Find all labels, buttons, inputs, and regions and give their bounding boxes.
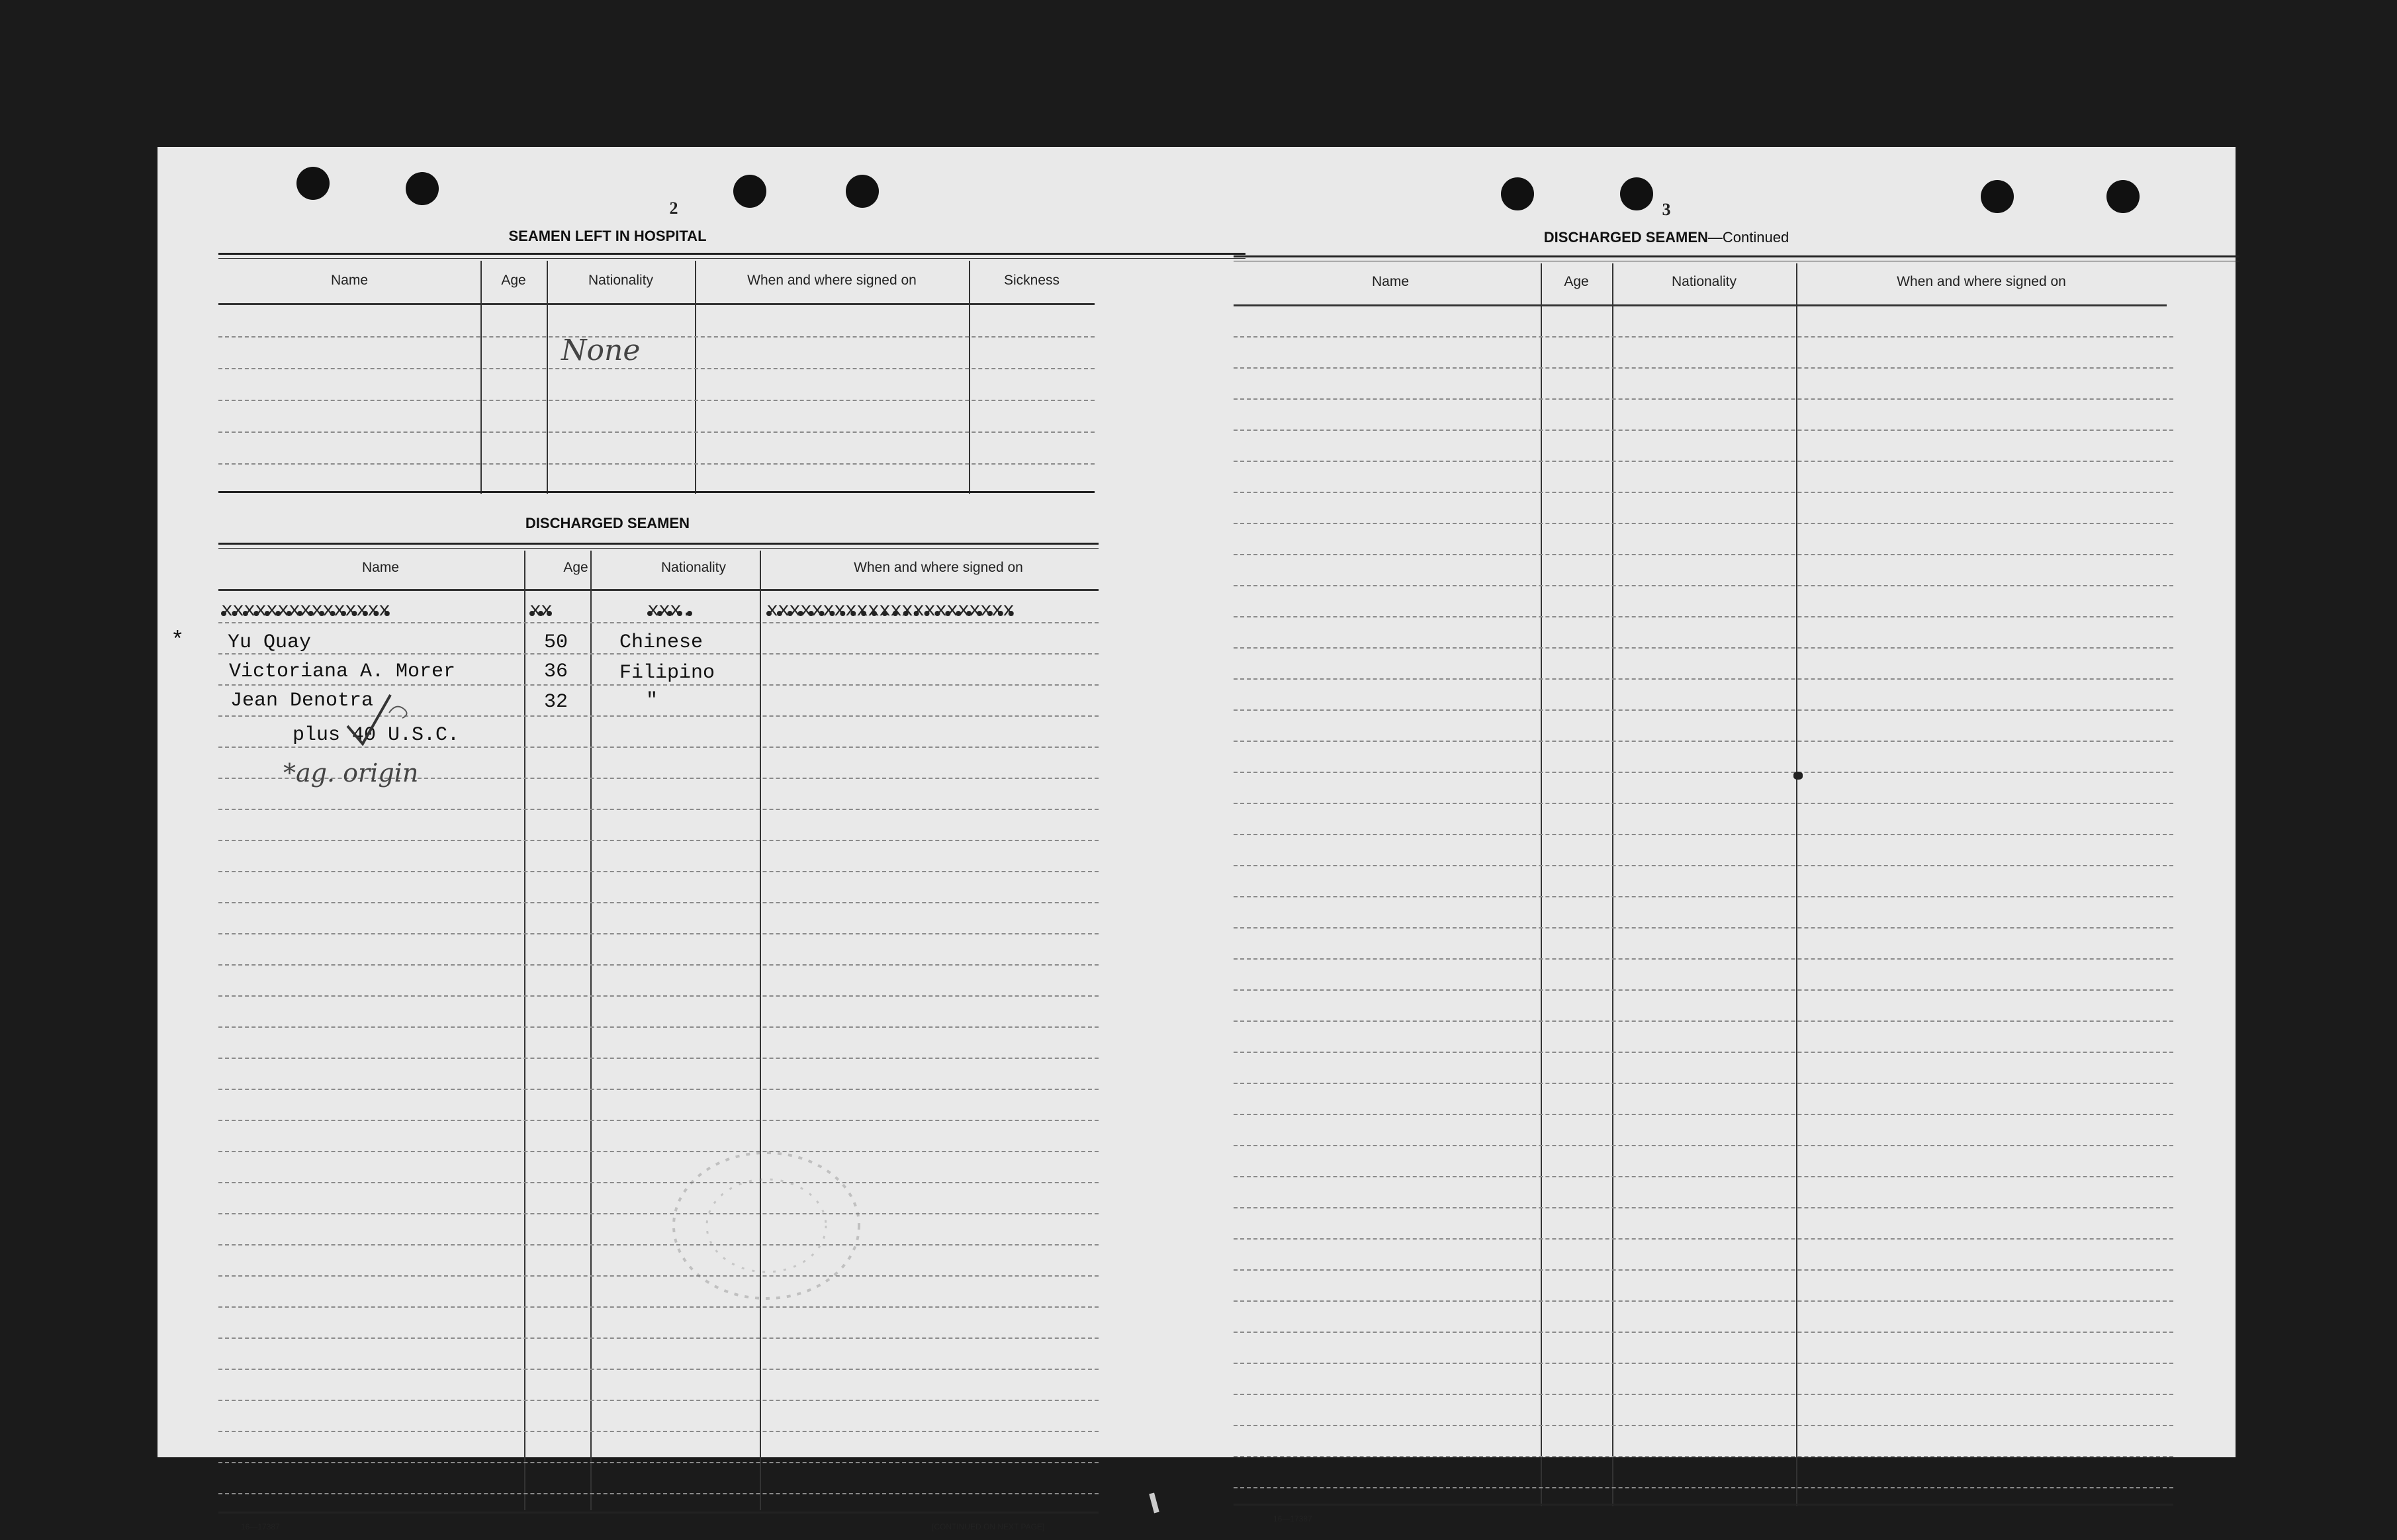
row-line bbox=[218, 1058, 1099, 1059]
row-line bbox=[1234, 336, 2173, 338]
row-line bbox=[1234, 1332, 2173, 1333]
header-rule bbox=[218, 589, 1099, 591]
row-line bbox=[218, 933, 1099, 934]
margin-mark bbox=[1149, 1492, 1159, 1513]
col-header-nationality: Nationality bbox=[660, 560, 727, 575]
row-line bbox=[218, 400, 1095, 401]
row-line bbox=[1234, 367, 2173, 369]
row-marker: * bbox=[171, 629, 185, 654]
struck-out-signed-on: xxxxxxxxxxxxxxxxxxxxxx bbox=[766, 600, 1015, 622]
row-line bbox=[1234, 803, 2173, 804]
col-header-age: Age bbox=[1564, 274, 1589, 289]
col-header-signed-on: When and where signed on bbox=[1897, 274, 2066, 289]
row-line bbox=[218, 871, 1099, 872]
row-line bbox=[218, 1089, 1099, 1090]
title-suffix: —Continued bbox=[1707, 229, 1789, 246]
row-line bbox=[218, 1151, 1099, 1152]
row-line bbox=[218, 1431, 1099, 1432]
row-line bbox=[218, 1493, 1099, 1494]
row-line bbox=[218, 1275, 1099, 1277]
row-line bbox=[1234, 430, 2173, 431]
row-line bbox=[1234, 1052, 2173, 1053]
col-header-age: Age bbox=[501, 273, 526, 288]
row-line bbox=[1234, 927, 2173, 929]
section-bottom-rule bbox=[218, 491, 1095, 493]
seaman-name: Victoriana A. Morer bbox=[229, 660, 456, 683]
seaman-nationality: Chinese bbox=[619, 631, 703, 654]
row-line bbox=[218, 1337, 1099, 1339]
seaman-nationality: Filipino bbox=[619, 662, 715, 684]
column-divider bbox=[1796, 263, 1797, 1506]
check-mark-icon bbox=[344, 690, 424, 749]
seaman-nationality: " bbox=[646, 690, 658, 712]
row-line bbox=[218, 368, 1095, 369]
table-bottom-rule bbox=[1234, 1504, 2173, 1506]
row-line bbox=[1234, 709, 2173, 711]
col-header-signed-on: When and where signed on bbox=[854, 560, 1023, 575]
seaman-name: Yu Quay bbox=[228, 631, 312, 654]
col-header-age: Age bbox=[563, 560, 588, 575]
row-line bbox=[218, 336, 1095, 338]
row-line bbox=[1234, 1114, 2173, 1115]
title-main: DISCHARGED SEAMEN bbox=[1543, 229, 1708, 246]
row-line bbox=[1234, 989, 2173, 991]
row-line bbox=[1234, 554, 2173, 555]
form-number: 16—17387 bbox=[241, 1522, 280, 1531]
row-line bbox=[218, 1026, 1099, 1028]
row-line bbox=[218, 1369, 1099, 1370]
ink-dot bbox=[1793, 772, 1803, 780]
row-line bbox=[1234, 1176, 2173, 1177]
row-line bbox=[1234, 492, 2173, 493]
column-divider bbox=[480, 261, 482, 494]
col-header-sickness: Sickness bbox=[1003, 273, 1060, 288]
row-line bbox=[218, 431, 1095, 433]
row-line bbox=[218, 1213, 1099, 1214]
row-line bbox=[218, 995, 1099, 997]
left-page bbox=[158, 147, 1190, 1531]
row-line bbox=[218, 1462, 1099, 1463]
row-line bbox=[1234, 1207, 2173, 1208]
col-header-nationality: Nationality bbox=[1671, 274, 1737, 289]
handwritten-none: None bbox=[561, 334, 641, 367]
page-number: 3 bbox=[1662, 200, 1671, 219]
row-line bbox=[1234, 741, 2173, 742]
col-header-name: Name bbox=[1371, 274, 1410, 289]
col-header-name: Name bbox=[330, 273, 369, 288]
seaman-age: 32 bbox=[544, 691, 568, 713]
row-line bbox=[218, 902, 1099, 903]
column-divider bbox=[969, 261, 970, 494]
page-number: 2 bbox=[669, 199, 678, 218]
continued-note: [CONTINUED ON NEXT PAGE] bbox=[932, 1522, 1045, 1531]
row-line bbox=[218, 1182, 1099, 1183]
column-divider bbox=[547, 261, 548, 494]
row-line bbox=[1234, 1269, 2173, 1271]
row-line bbox=[1234, 865, 2173, 866]
row-line bbox=[218, 463, 1095, 465]
column-divider bbox=[590, 551, 592, 1510]
row-line bbox=[1234, 1425, 2173, 1426]
row-line bbox=[218, 809, 1099, 810]
discharged-continued-title bbox=[1435, 229, 1898, 246]
hospital-section-title: SEAMEN LEFT IN HOSPITAL bbox=[508, 228, 707, 244]
column-divider bbox=[524, 551, 525, 1510]
row-line bbox=[218, 684, 1099, 686]
discharged-section-title: DISCHARGED SEAMEN bbox=[525, 515, 690, 531]
row-line bbox=[1234, 585, 2173, 586]
table-bottom-rule bbox=[218, 1512, 1099, 1514]
row-line bbox=[1234, 1083, 2173, 1084]
header-rule bbox=[218, 303, 1095, 305]
row-line bbox=[218, 1120, 1099, 1121]
row-line bbox=[218, 1400, 1099, 1401]
row-line bbox=[218, 622, 1099, 623]
row-line bbox=[218, 964, 1099, 966]
document-sheet bbox=[158, 147, 2236, 1531]
row-line bbox=[1234, 1145, 2173, 1146]
row-line bbox=[1234, 772, 2173, 773]
form-number: 16—17387 bbox=[1273, 1514, 1312, 1523]
row-line bbox=[1234, 523, 2173, 524]
struck-out-nationality: xxx. bbox=[647, 600, 693, 622]
row-line bbox=[1234, 1363, 2173, 1364]
section-rule bbox=[218, 253, 1245, 255]
row-line bbox=[1234, 678, 2173, 680]
row-line bbox=[1234, 896, 2173, 897]
col-header-nationality: Nationality bbox=[588, 273, 654, 288]
section-rule bbox=[218, 543, 1099, 545]
column-divider bbox=[1612, 263, 1613, 1506]
row-line bbox=[1234, 1238, 2173, 1240]
row-line bbox=[1234, 616, 2173, 617]
seaman-name: Jean Denotra bbox=[230, 690, 374, 712]
handwritten-note: *ag. origin bbox=[283, 758, 419, 788]
header-rule bbox=[1234, 304, 2167, 306]
row-line bbox=[218, 1244, 1099, 1246]
row-line bbox=[1234, 1394, 2173, 1395]
row-line bbox=[1234, 461, 2173, 462]
column-divider bbox=[695, 261, 696, 494]
struck-out-name: xxxxxxxxxxxxxxx bbox=[221, 600, 390, 622]
row-line bbox=[1234, 1020, 2173, 1022]
row-line bbox=[1234, 1300, 2173, 1302]
extra-crew-line: plus 40 U.S.C. bbox=[293, 724, 460, 747]
row-line bbox=[1234, 1487, 2173, 1488]
col-header-name: Name bbox=[361, 560, 400, 575]
section-rule bbox=[218, 548, 1099, 549]
row-line bbox=[1234, 834, 2173, 835]
seaman-age: 50 bbox=[544, 631, 568, 654]
seaman-age: 36 bbox=[544, 660, 568, 683]
col-header-signed-on: When and where signed on bbox=[747, 273, 917, 288]
faded-stamp-icon bbox=[660, 1140, 872, 1312]
section-rule bbox=[218, 258, 1245, 259]
column-divider bbox=[1541, 263, 1542, 1506]
right-page bbox=[1190, 147, 2236, 1523]
row-line bbox=[1234, 647, 2173, 649]
row-line bbox=[218, 1306, 1099, 1308]
row-line bbox=[1234, 398, 2173, 400]
row-line bbox=[1234, 1456, 2173, 1457]
row-line bbox=[1234, 958, 2173, 960]
row-line bbox=[218, 840, 1099, 841]
column-divider bbox=[760, 551, 761, 1510]
section-rule bbox=[1234, 255, 2239, 257]
struck-out-age: xx bbox=[529, 600, 553, 622]
